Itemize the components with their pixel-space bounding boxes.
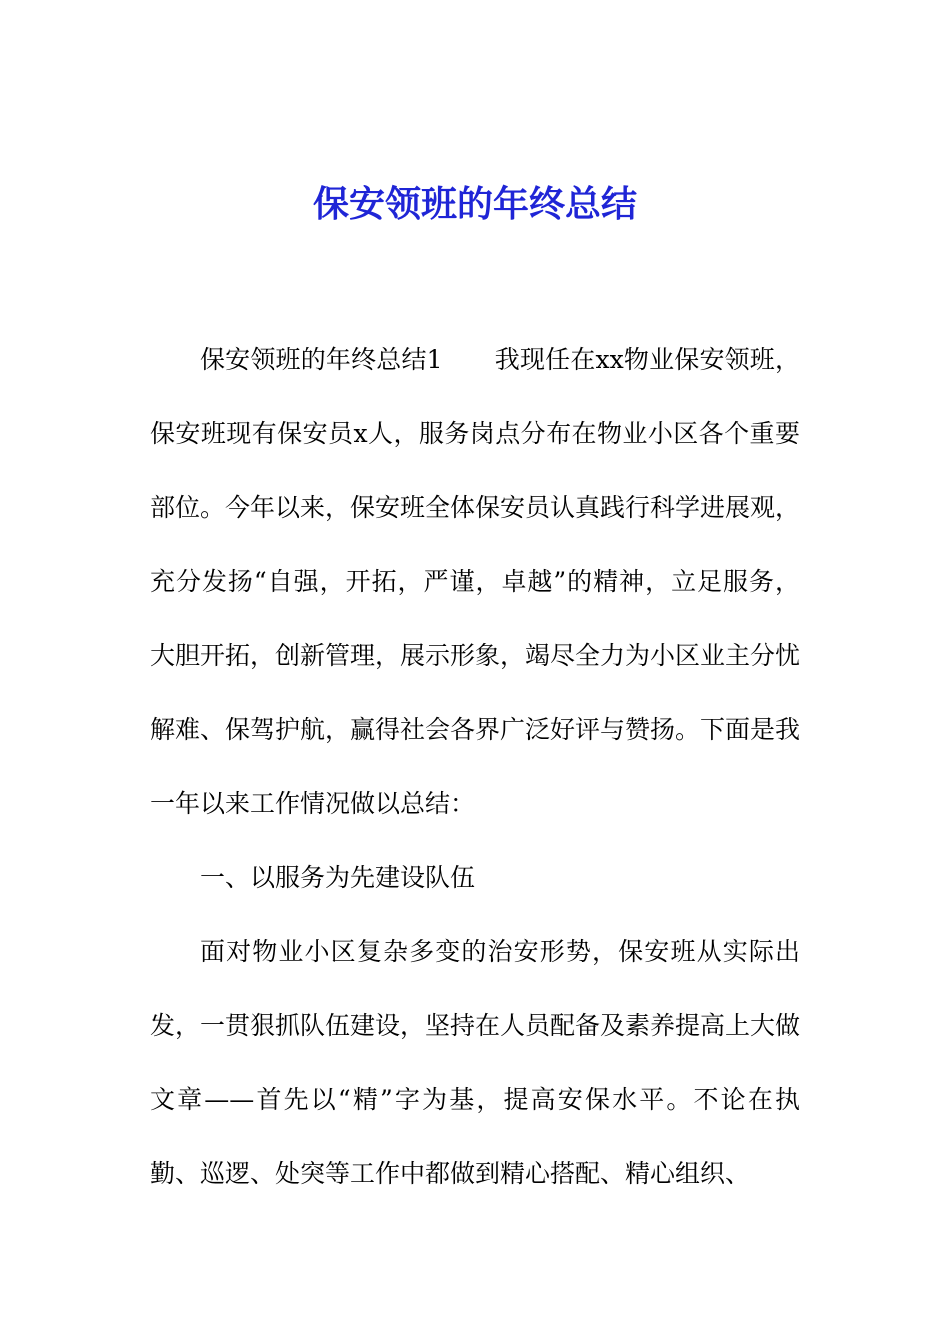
intro-text: 我现任在xx物业保安领班，保安班现有保安员x人，服务岗点分布在物业小区各个重要部位。今年以来，保安班全体保安员认真践行科学进展观，充分发扬“自强，开拓，严谨，卓越”的精神，立足服务，大胆开拓，创新管理，展示形象，竭尽全力为小区业主分忧解难、保驾护航，赢得社会各界广泛好评与赞扬。下面是我一年以来工作情况做以总结：	[150, 345, 801, 818]
subheading-1: 一、以服务为先建设队伍	[200, 863, 476, 892]
intro-paragraph	[150, 323, 800, 841]
document-body	[150, 323, 800, 1211]
paragraph-2: 面对物业小区复杂多变的治安形势，保安班从实际出发，一贯狠抓队伍建设，坚持在人员配备及素养提高上大做文章——首先以“精”字为基，提高安保水平。不论在执勤、巡逻、处突等工作中都做到精心搭配、精心组织、	[150, 937, 801, 1188]
document-title: 保安领班的年终总结	[312, 183, 637, 225]
section-heading: 保安领班的年终总结1	[200, 345, 443, 374]
